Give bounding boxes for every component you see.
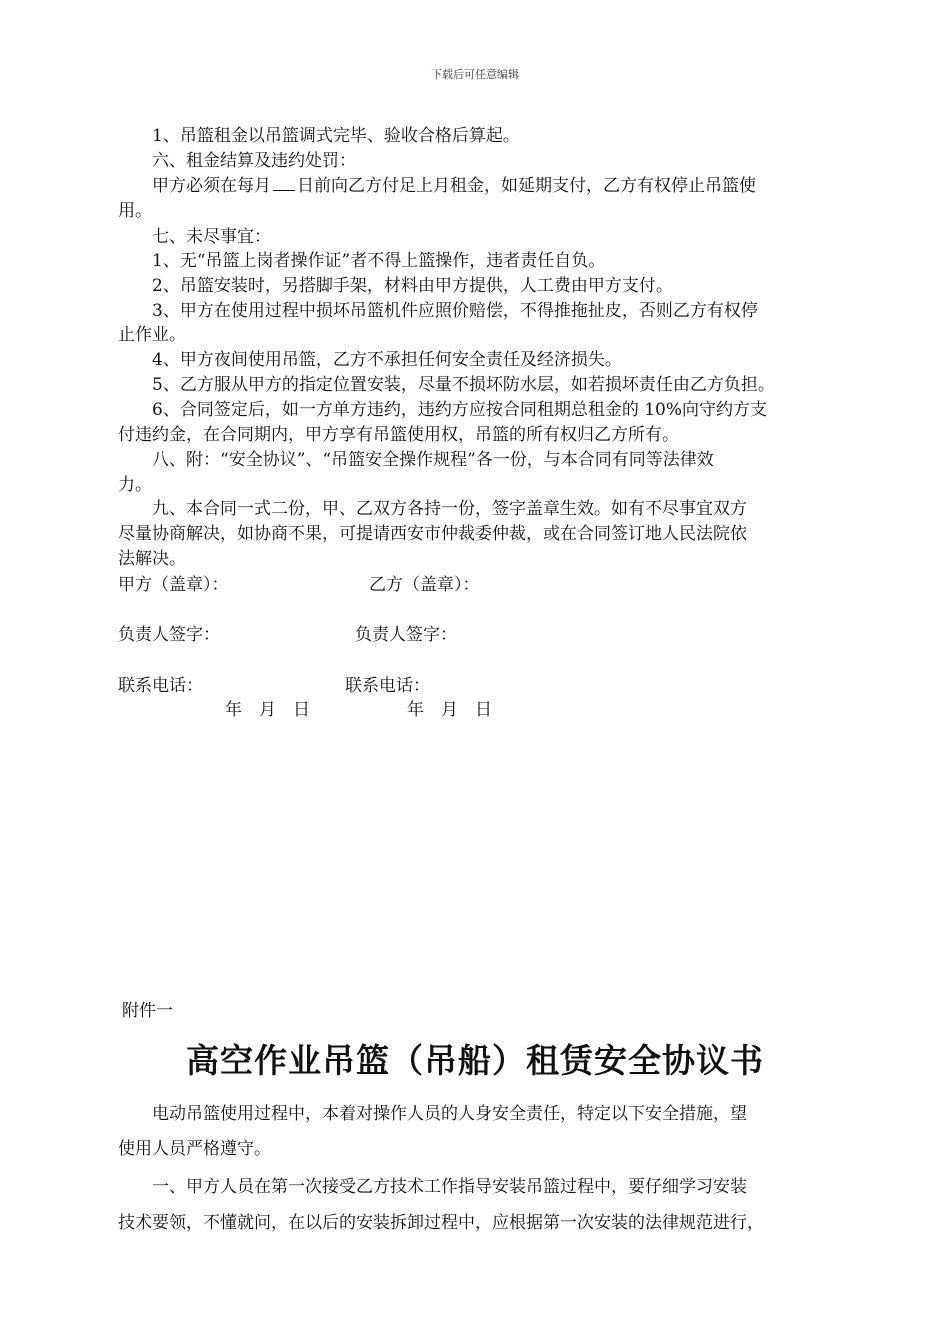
paragraph-line: 使用人员严格遵守。 — [118, 1139, 271, 1159]
party-b-phone-label: 联系电话： — [345, 676, 430, 696]
clause-line: 4、甲方夜间使用吊篮，乙方不承担任何安全责任及经济损失。 — [118, 350, 622, 370]
party-a-seal-label: 甲方（盖章）： — [118, 575, 229, 595]
clause-line: 5、乙方服从甲方的指定位置安装，尽量不损坏防水层，如若损坏责任由乙方负担。 — [118, 375, 775, 395]
party-a-phone-label: 联系电话： — [118, 676, 203, 696]
clause-line: 尽量协商解决，如协商不果，可提请西安市仲裁委仲裁，或在合同签订地人民法院依 — [118, 524, 747, 544]
section-heading: 七、未尽事宜： — [118, 227, 271, 247]
clause-text: 日前向乙方付足上月租金，如延期支付，乙方有权停止吊篮使 — [297, 176, 756, 196]
page-header: 下载后可任意编辑 — [431, 68, 519, 81]
section-heading: 九、本合同一式二份，甲、乙双方各持一份，签字盖章生效。如有不尽事宜双方 — [118, 499, 747, 519]
clause-line: 3、甲方在使用过程中损坏吊篮机件应照价赔偿，不得推拖扯皮，否则乙方有权停 — [118, 301, 758, 321]
attachment-label: 附件一 — [122, 1001, 173, 1021]
paragraph-line: 一、甲方人员在第一次接受乙方技术工作指导安装吊篮过程中，要仔细学习安装 — [118, 1177, 747, 1197]
document-title: 高空作业吊篮（吊船）租赁安全协议书 — [186, 1041, 764, 1080]
clause-text: 甲方必须在每月 — [152, 176, 271, 196]
party-b-signer-label: 负责人签字： — [355, 625, 457, 645]
section-heading: 六、租金结算及违约处罚： — [118, 151, 356, 171]
clause-line — [118, 174, 756, 198]
clause-line: 用。 — [118, 201, 152, 221]
paragraph-line: 技术要领，不懂就问，在以后的安装拆卸过程中，应根据第一次安装的法律规范进行， — [118, 1213, 764, 1233]
clause-line: 付违约金，在合同期内，甲方享有吊篮使用权，吊篮的所有权归乙方所有。 — [118, 425, 679, 445]
clause-line: 力。 — [118, 475, 152, 495]
paragraph-line: 电动吊篮使用过程中，本着对操作人员的人身安全责任，特定以下安全措施，望 — [118, 1104, 747, 1124]
party-b-seal-label: 乙方（盖章）： — [369, 575, 480, 595]
party-b-date-label: 年 月 日 — [407, 700, 492, 720]
clause-line: 1、无“吊篮上岗者操作证”者不得上篮操作，违者责任自负。 — [118, 251, 606, 271]
clause-line: 1、吊篮租金以吊篮调式完毕、验收合格后算起。 — [118, 126, 520, 146]
clause-line: 法解决。 — [118, 549, 186, 569]
party-a-date-label: 年 月 日 — [225, 700, 310, 720]
clause-line: 2、吊篮安装时，另搭脚手架，材料由甲方提供，人工费由甲方支付。 — [118, 276, 673, 296]
clause-line: 止作业。 — [118, 325, 186, 345]
clause-line: 6、合同签定后，如一方单方违约，违约方应按合同租期总租金的 10%向守约方支 — [118, 400, 768, 420]
blank-underline — [273, 176, 295, 191]
section-heading: 八、附：“安全协议”、“吊篮安全操作规程”各一份，与本合同有同等法律效 — [118, 450, 714, 470]
party-a-signer-label: 负责人签字： — [118, 625, 220, 645]
